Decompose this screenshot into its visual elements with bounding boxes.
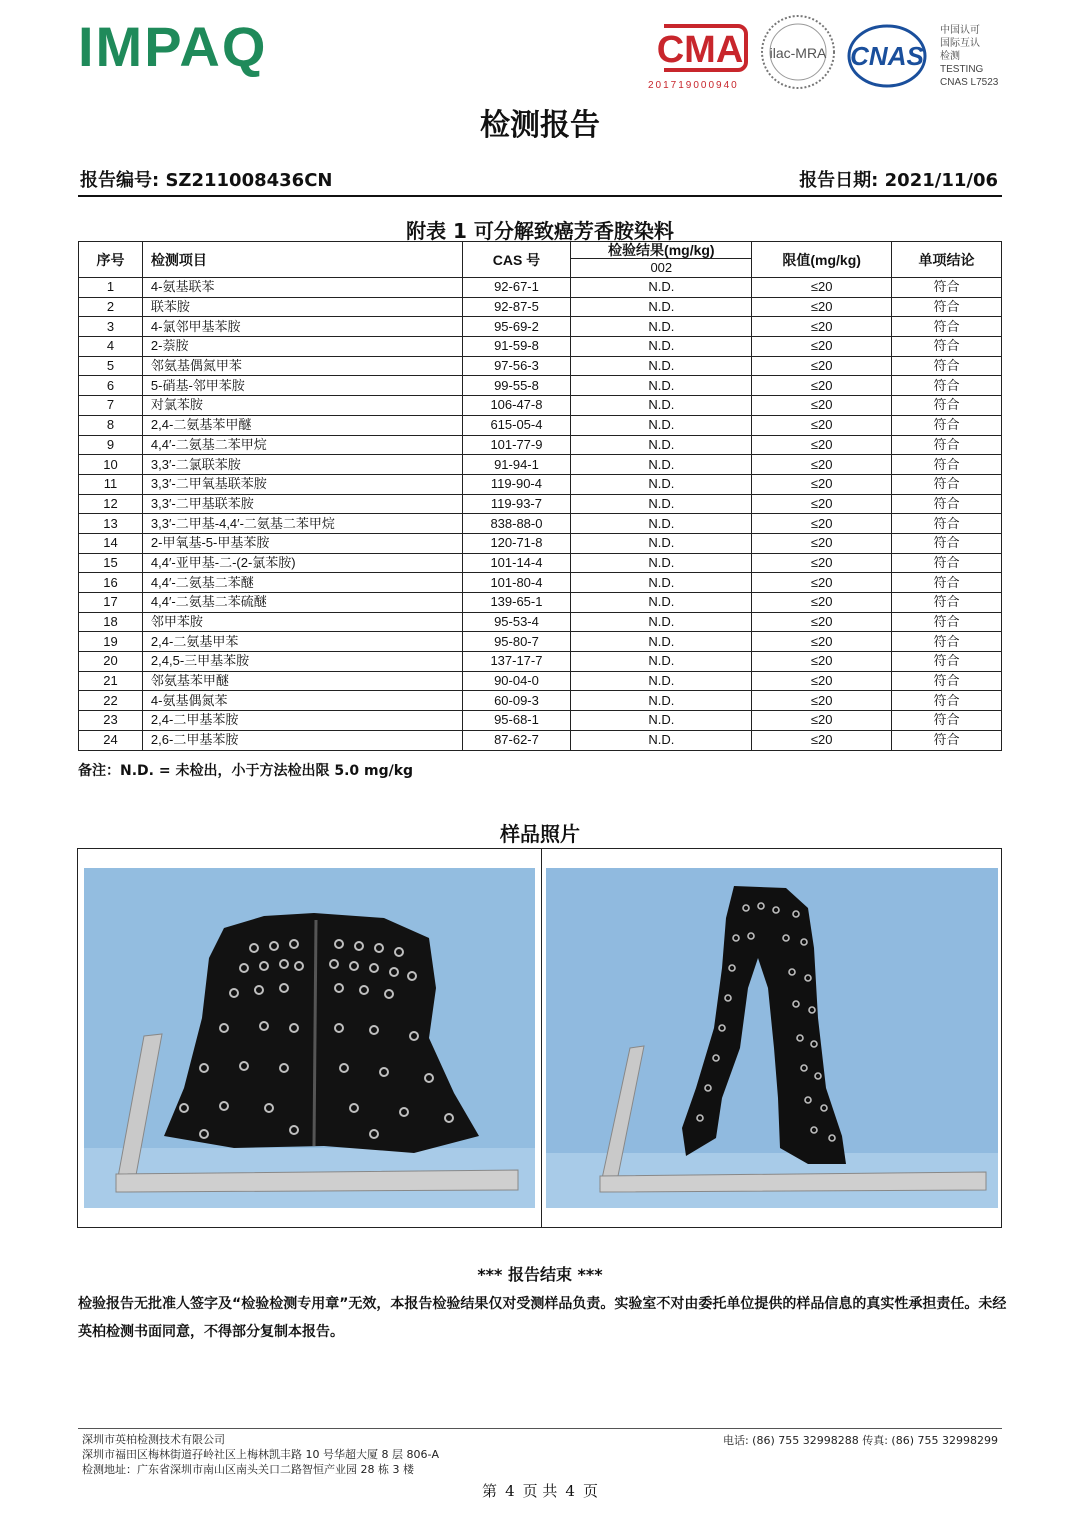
cell-item: 对氯苯胺 (142, 396, 462, 416)
page-mid: 页 共 (522, 1482, 558, 1500)
report-date: 报告日期: 2021/11/06 (799, 170, 998, 191)
cell-result: N.D. (571, 474, 752, 494)
cell-no: 3 (79, 317, 143, 337)
cell-no: 1 (79, 278, 143, 298)
cell-item: 4-氨基偶氮苯 (142, 691, 462, 711)
cell-cas: 90-04-0 (462, 671, 571, 691)
cell-conclusion: 符合 (892, 593, 1002, 613)
page-total: 4 (565, 1482, 575, 1500)
cell-conclusion: 符合 (892, 317, 1002, 337)
cell-result: N.D. (571, 435, 752, 455)
cell-limit: ≤20 (752, 573, 892, 593)
cell-item: 4,4′-亚甲基-二-(2-氯苯胺) (142, 553, 462, 573)
page-prefix: 第 (482, 1482, 498, 1500)
cell-cas: 91-94-1 (462, 455, 571, 475)
header-cas: CAS 号 (462, 242, 571, 278)
cell-cas: 91-59-8 (462, 337, 571, 357)
cma-label: CMA (656, 29, 744, 71)
cell-result: N.D. (571, 415, 752, 435)
cell-cas: 101-77-9 (462, 435, 571, 455)
cell-no: 10 (79, 455, 143, 475)
cell-cas: 99-55-8 (462, 376, 571, 396)
table-row (79, 711, 1002, 731)
cell-conclusion: 符合 (892, 691, 1002, 711)
table-row (79, 494, 1002, 514)
cell-result: N.D. (571, 494, 752, 514)
header-sample: 002 (571, 259, 752, 278)
cell-limit: ≤20 (752, 691, 892, 711)
cell-no: 12 (79, 494, 143, 514)
page-title: 检测报告 (480, 108, 600, 143)
cell-no: 20 (79, 652, 143, 672)
table-row (79, 533, 1002, 553)
cell-cas: 120-71-8 (462, 533, 571, 553)
cma-number: 201719000940 (648, 80, 739, 91)
cell-no: 8 (79, 415, 143, 435)
ilac-mra-logo (758, 12, 838, 92)
report-end: *** 报告结束 *** (477, 1265, 603, 1284)
table-row (79, 278, 1002, 298)
header-limit: 限值(mg/kg) (752, 242, 892, 278)
cell-cas: 95-80-7 (462, 632, 571, 652)
cell-result: N.D. (571, 376, 752, 396)
cell-no: 21 (79, 671, 143, 691)
table-row (79, 396, 1002, 416)
cell-conclusion: 符合 (892, 514, 1002, 534)
table-row (79, 474, 1002, 494)
table-row (79, 415, 1002, 435)
cell-item: 3,3′-二甲基-4,4′-二氨基二苯甲烷 (142, 514, 462, 534)
table-row (79, 514, 1002, 534)
table-row (79, 376, 1002, 396)
cell-conclusion: 符合 (892, 553, 1002, 573)
cell-result: N.D. (571, 573, 752, 593)
footer-contact: 电话: (86) 755 32998288 传真: (86) 755 32998299 (722, 1434, 998, 1447)
cell-conclusion: 符合 (892, 671, 1002, 691)
cell-cas: 101-80-4 (462, 573, 571, 593)
cell-limit: ≤20 (752, 671, 892, 691)
cell-item: 4-氨基联苯 (142, 278, 462, 298)
cell-limit: ≤20 (752, 494, 892, 514)
cell-result: N.D. (571, 514, 752, 534)
cell-item: 2,6-二甲基苯胺 (142, 730, 462, 750)
sample-photo-1 (84, 868, 535, 1208)
cell-no: 2 (79, 297, 143, 317)
footer-lab-address: 检测地址：广东省深圳市南山区南头关口二路智恒产业园 28 栋 3 楼 (82, 1463, 414, 1476)
cell-conclusion: 符合 (892, 711, 1002, 731)
cell-no: 11 (79, 474, 143, 494)
cnas-text-line: CNAS L7523 (940, 77, 999, 88)
table-row (79, 730, 1002, 750)
cell-cas: 87-62-7 (462, 730, 571, 750)
cell-conclusion: 符合 (892, 474, 1002, 494)
cell-no: 13 (79, 514, 143, 534)
page-suffix: 页 (582, 1482, 598, 1500)
cell-conclusion: 符合 (892, 435, 1002, 455)
cell-cas: 101-14-4 (462, 553, 571, 573)
cell-conclusion: 符合 (892, 573, 1002, 593)
cell-item: 2-萘胺 (142, 337, 462, 357)
table-row (79, 317, 1002, 337)
cell-no: 16 (79, 573, 143, 593)
cell-item: 3,3′-二甲氧基联苯胺 (142, 474, 462, 494)
table-row (79, 652, 1002, 672)
cell-cas: 106-47-8 (462, 396, 571, 416)
cell-limit: ≤20 (752, 297, 892, 317)
table-row (79, 553, 1002, 573)
cell-cas: 137-17-7 (462, 652, 571, 672)
cell-conclusion: 符合 (892, 278, 1002, 298)
cell-item: 2,4-二氨基甲苯 (142, 632, 462, 652)
cell-item: 2,4-二氨基苯甲醚 (142, 415, 462, 435)
cell-cas: 139-65-1 (462, 593, 571, 613)
cell-limit: ≤20 (752, 533, 892, 553)
photo-divider (541, 848, 542, 1228)
cell-result: N.D. (571, 317, 752, 337)
cell-limit: ≤20 (752, 435, 892, 455)
footer-divider (78, 1428, 1002, 1429)
cell-item: 4,4′-二氨基二苯甲烷 (142, 435, 462, 455)
header-result: 检验结果(mg/kg) (571, 242, 752, 259)
cell-result: N.D. (571, 297, 752, 317)
cell-item: 3,3′-二甲基联苯胺 (142, 494, 462, 514)
cell-result: N.D. (571, 337, 752, 357)
header-conclusion: 单项结论 (892, 242, 1002, 278)
table-row (79, 691, 1002, 711)
table-row (79, 297, 1002, 317)
cell-limit: ≤20 (752, 376, 892, 396)
cnas-text-line: 国际互认 (940, 38, 980, 49)
cell-no: 15 (79, 553, 143, 573)
cell-no: 4 (79, 337, 143, 357)
page-current: 4 (505, 1482, 515, 1500)
cell-cas: 119-93-7 (462, 494, 571, 514)
results-table (78, 241, 1002, 751)
sample-photo-2 (546, 868, 998, 1208)
table-title: 附表 1 可分解致癌芳香胺染料 (406, 219, 674, 243)
cell-limit: ≤20 (752, 553, 892, 573)
cell-no: 23 (79, 711, 143, 731)
cell-limit: ≤20 (752, 278, 892, 298)
cell-conclusion: 符合 (892, 297, 1002, 317)
cell-item: 联苯胺 (142, 297, 462, 317)
cell-result: N.D. (571, 455, 752, 475)
cell-result: N.D. (571, 396, 752, 416)
cell-cas: 95-68-1 (462, 711, 571, 731)
cell-result: N.D. (571, 691, 752, 711)
cell-item: 邻氨基偶氮甲苯 (142, 356, 462, 376)
cell-no: 18 (79, 612, 143, 632)
cell-result: N.D. (571, 593, 752, 613)
cell-cas: 97-56-3 (462, 356, 571, 376)
cell-limit: ≤20 (752, 317, 892, 337)
cell-item: 2-甲氧基-5-甲基苯胺 (142, 533, 462, 553)
header-divider (78, 195, 1002, 197)
header-item: 检测项目 (142, 242, 462, 278)
cell-conclusion: 符合 (892, 415, 1002, 435)
cell-conclusion: 符合 (892, 652, 1002, 672)
disclaimer: 检验报告无批准人签字及“检验检测专用章”无效，本报告检验结果仅对受测样品负责。实验室不对由委托单位提供的样品信息的真实性承担责任。未经英柏检测书面同意，不得部分复制本报告。 (78, 1296, 1007, 1340)
cell-cas: 92-67-1 (462, 278, 571, 298)
cell-limit: ≤20 (752, 632, 892, 652)
cell-cas: 119-90-4 (462, 474, 571, 494)
cell-no: 14 (79, 533, 143, 553)
table-row (79, 356, 1002, 376)
cell-limit: ≤20 (752, 396, 892, 416)
cell-conclusion: 符合 (892, 612, 1002, 632)
cell-item: 3,3′-二氯联苯胺 (142, 455, 462, 475)
cell-limit: ≤20 (752, 652, 892, 672)
cell-limit: ≤20 (752, 337, 892, 357)
cell-limit: ≤20 (752, 593, 892, 613)
table-row (79, 612, 1002, 632)
cell-item: 4,4′-二氨基二苯醚 (142, 573, 462, 593)
footer-company: 深圳市英柏检测技术有限公司 (82, 1433, 225, 1446)
impaq-logo: IMPAQ (78, 15, 268, 78)
cell-conclusion: 符合 (892, 632, 1002, 652)
cell-result: N.D. (571, 711, 752, 731)
cell-cas: 838-88-0 (462, 514, 571, 534)
report-number: 报告编号: SZ211008436CN (80, 170, 333, 191)
cell-limit: ≤20 (752, 514, 892, 534)
cell-no: 17 (79, 593, 143, 613)
cnas-text (940, 24, 998, 89)
cell-limit: ≤20 (752, 474, 892, 494)
cell-result: N.D. (571, 652, 752, 672)
cell-cas: 95-69-2 (462, 317, 571, 337)
cell-conclusion: 符合 (892, 337, 1002, 357)
table-row (79, 593, 1002, 613)
cell-no: 19 (79, 632, 143, 652)
cell-conclusion: 符合 (892, 730, 1002, 750)
footer-address-block (82, 1432, 439, 1477)
cnas-label: CNAS (850, 41, 924, 71)
header-no: 序号 (79, 242, 143, 278)
table-row (79, 435, 1002, 455)
cell-conclusion: 符合 (892, 494, 1002, 514)
table-row (79, 573, 1002, 593)
cell-conclusion: 符合 (892, 376, 1002, 396)
cell-no: 24 (79, 730, 143, 750)
cell-item: 邻氨基苯甲醚 (142, 671, 462, 691)
cell-item: 4,4′-二氨基二苯硫醚 (142, 593, 462, 613)
cell-conclusion: 符合 (892, 533, 1002, 553)
cell-cas: 615-05-4 (462, 415, 571, 435)
cell-result: N.D. (571, 632, 752, 652)
cell-item: 4-氯邻甲基苯胺 (142, 317, 462, 337)
cell-cas: 95-53-4 (462, 612, 571, 632)
table-note: 备注：N.D. = 未检出，小于方法检出限 5.0 mg/kg (78, 763, 414, 779)
cell-limit: ≤20 (752, 711, 892, 731)
cell-cas: 60-09-3 (462, 691, 571, 711)
cell-no: 6 (79, 376, 143, 396)
cell-limit: ≤20 (752, 356, 892, 376)
cell-no: 7 (79, 396, 143, 416)
footer-address: 深圳市福田区梅林街道孖岭社区上梅林凯丰路 10 号华超大厦 8 层 806-A (82, 1448, 439, 1461)
cnas-text-line: 中国认可 (940, 25, 980, 36)
ilac-label: ilac-MRA (769, 45, 827, 61)
cell-no: 5 (79, 356, 143, 376)
cell-limit: ≤20 (752, 415, 892, 435)
cell-result: N.D. (571, 553, 752, 573)
table-row (79, 671, 1002, 691)
cell-result: N.D. (571, 356, 752, 376)
cnas-logo (846, 22, 928, 90)
cell-no: 9 (79, 435, 143, 455)
table-row (79, 455, 1002, 475)
cell-no: 22 (79, 691, 143, 711)
cell-conclusion: 符合 (892, 356, 1002, 376)
cell-limit: ≤20 (752, 730, 892, 750)
cell-conclusion: 符合 (892, 455, 1002, 475)
page-number (0, 1480, 1080, 1501)
cell-item: 2,4,5-三甲基苯胺 (142, 652, 462, 672)
cell-conclusion: 符合 (892, 396, 1002, 416)
cell-item: 2,4-二甲基苯胺 (142, 711, 462, 731)
cell-result: N.D. (571, 533, 752, 553)
cell-limit: ≤20 (752, 612, 892, 632)
cell-item: 5-硝基-邻甲苯胺 (142, 376, 462, 396)
cnas-text-line: 检测 (940, 51, 960, 62)
cell-result: N.D. (571, 278, 752, 298)
table-row (79, 632, 1002, 652)
cnas-text-line: TESTING (940, 64, 984, 75)
cell-cas: 92-87-5 (462, 297, 571, 317)
cell-item: 邻甲苯胺 (142, 612, 462, 632)
cell-limit: ≤20 (752, 455, 892, 475)
table-row (79, 337, 1002, 357)
cell-result: N.D. (571, 730, 752, 750)
cell-result: N.D. (571, 612, 752, 632)
photo-section-title: 样品照片 (500, 822, 580, 846)
cma-logo (650, 22, 750, 74)
cell-result: N.D. (571, 671, 752, 691)
